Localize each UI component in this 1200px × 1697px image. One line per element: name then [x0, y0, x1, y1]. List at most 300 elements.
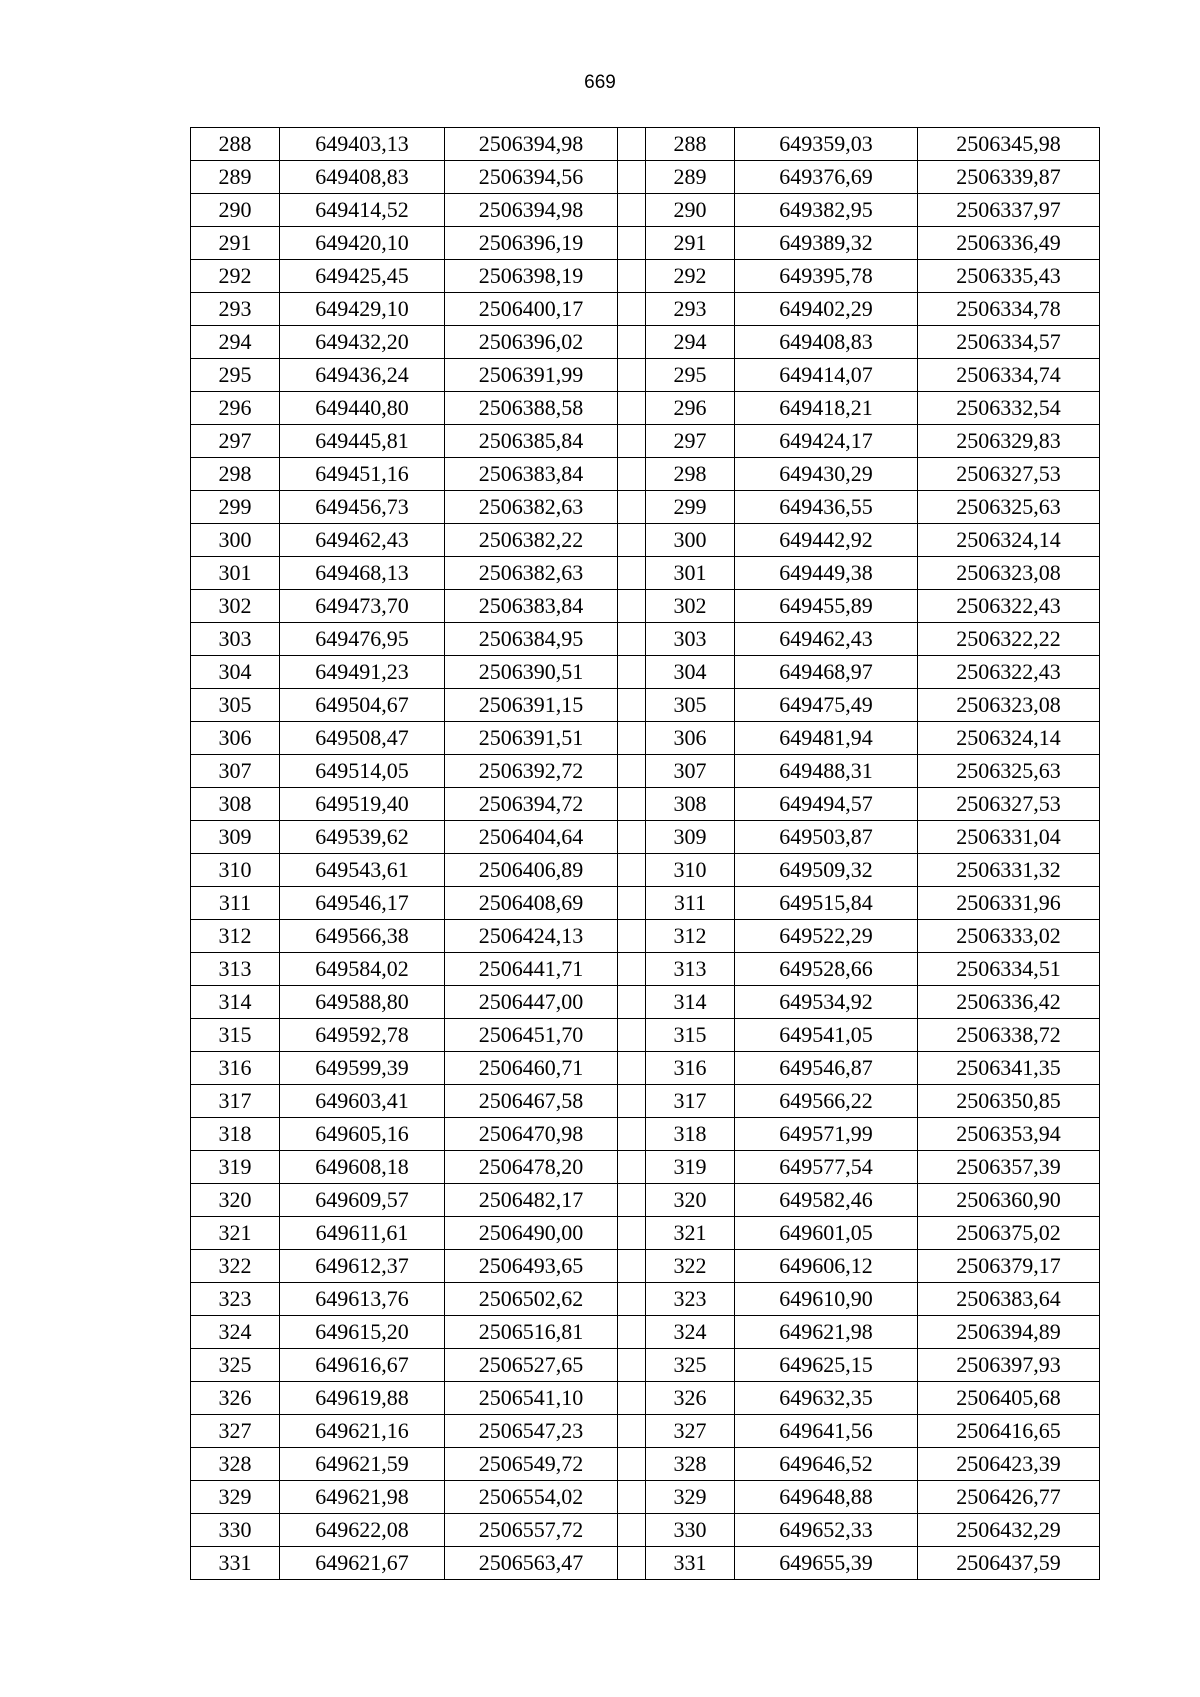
left-point-number-cell: 317: [191, 1085, 280, 1118]
table-row: [191, 161, 1100, 194]
left-point-number-cell: 312: [191, 920, 280, 953]
right-point-number-cell: 313: [646, 953, 735, 986]
table-row: [191, 1514, 1100, 1547]
left-point-number-cell: 325: [191, 1349, 280, 1382]
spacer-cell: [618, 326, 646, 359]
right-y-coordinate-cell: 2506331,96: [918, 887, 1100, 920]
right-x-coordinate-cell: 649522,29: [735, 920, 918, 953]
left-point-number-cell: 291: [191, 227, 280, 260]
right-point-number-cell: 327: [646, 1415, 735, 1448]
right-x-coordinate-cell: 649509,32: [735, 854, 918, 887]
left-point-number-cell: 302: [191, 590, 280, 623]
right-point-number-cell: 301: [646, 557, 735, 590]
spacer-cell: [618, 722, 646, 755]
table-row: [191, 689, 1100, 722]
right-point-number-cell: 328: [646, 1448, 735, 1481]
coordinates-table-body: [191, 128, 1100, 1580]
right-point-number-cell: 325: [646, 1349, 735, 1382]
spacer-cell: [618, 821, 646, 854]
left-point-number-cell: 296: [191, 392, 280, 425]
right-x-coordinate-cell: 649632,35: [735, 1382, 918, 1415]
right-x-coordinate-cell: 649468,97: [735, 656, 918, 689]
left-point-number-cell: 288: [191, 128, 280, 161]
right-point-number-cell: 308: [646, 788, 735, 821]
spacer-cell: [618, 359, 646, 392]
right-x-coordinate-cell: 649408,83: [735, 326, 918, 359]
left-y-coordinate-cell: 2506398,19: [445, 260, 618, 293]
table-row: [191, 392, 1100, 425]
right-y-coordinate-cell: 2506353,94: [918, 1118, 1100, 1151]
left-y-coordinate-cell: 2506490,00: [445, 1217, 618, 1250]
left-x-coordinate-cell: 649616,67: [280, 1349, 445, 1382]
left-y-coordinate-cell: 2506554,02: [445, 1481, 618, 1514]
table-row: [191, 458, 1100, 491]
right-y-coordinate-cell: 2506332,54: [918, 392, 1100, 425]
right-x-coordinate-cell: 649382,95: [735, 194, 918, 227]
right-x-coordinate-cell: 649652,33: [735, 1514, 918, 1547]
left-y-coordinate-cell: 2506441,71: [445, 953, 618, 986]
left-y-coordinate-cell: 2506549,72: [445, 1448, 618, 1481]
left-point-number-cell: 290: [191, 194, 280, 227]
left-y-coordinate-cell: 2506394,72: [445, 788, 618, 821]
left-point-number-cell: 318: [191, 1118, 280, 1151]
spacer-cell: [618, 590, 646, 623]
spacer-cell: [618, 524, 646, 557]
left-x-coordinate-cell: 649599,39: [280, 1052, 445, 1085]
spacer-cell: [618, 1547, 646, 1580]
left-point-number-cell: 316: [191, 1052, 280, 1085]
right-y-coordinate-cell: 2506416,65: [918, 1415, 1100, 1448]
left-y-coordinate-cell: 2506384,95: [445, 623, 618, 656]
left-y-coordinate-cell: 2506541,10: [445, 1382, 618, 1415]
table-row: [191, 623, 1100, 656]
right-y-coordinate-cell: 2506360,90: [918, 1184, 1100, 1217]
spacer-cell: [618, 887, 646, 920]
left-point-number-cell: 304: [191, 656, 280, 689]
left-y-coordinate-cell: 2506394,56: [445, 161, 618, 194]
left-y-coordinate-cell: 2506390,51: [445, 656, 618, 689]
right-y-coordinate-cell: 2506423,39: [918, 1448, 1100, 1481]
spacer-cell: [618, 1052, 646, 1085]
right-y-coordinate-cell: 2506357,39: [918, 1151, 1100, 1184]
left-x-coordinate-cell: 649605,16: [280, 1118, 445, 1151]
right-point-number-cell: 309: [646, 821, 735, 854]
left-point-number-cell: 310: [191, 854, 280, 887]
spacer-cell: [618, 788, 646, 821]
left-x-coordinate-cell: 649622,08: [280, 1514, 445, 1547]
left-y-coordinate-cell: 2506392,72: [445, 755, 618, 788]
right-point-number-cell: 321: [646, 1217, 735, 1250]
left-y-coordinate-cell: 2506404,64: [445, 821, 618, 854]
table-row: [191, 227, 1100, 260]
left-point-number-cell: 331: [191, 1547, 280, 1580]
right-y-coordinate-cell: 2506339,87: [918, 161, 1100, 194]
right-y-coordinate-cell: 2506324,14: [918, 722, 1100, 755]
right-x-coordinate-cell: 649655,39: [735, 1547, 918, 1580]
table-row: [191, 953, 1100, 986]
left-point-number-cell: 327: [191, 1415, 280, 1448]
right-point-number-cell: 298: [646, 458, 735, 491]
right-x-coordinate-cell: 649606,12: [735, 1250, 918, 1283]
left-point-number-cell: 326: [191, 1382, 280, 1415]
right-y-coordinate-cell: 2506350,85: [918, 1085, 1100, 1118]
right-y-coordinate-cell: 2506426,77: [918, 1481, 1100, 1514]
right-x-coordinate-cell: 649494,57: [735, 788, 918, 821]
left-point-number-cell: 324: [191, 1316, 280, 1349]
table-row: [191, 1448, 1100, 1481]
right-y-coordinate-cell: 2506325,63: [918, 491, 1100, 524]
left-y-coordinate-cell: 2506557,72: [445, 1514, 618, 1547]
right-x-coordinate-cell: 649442,92: [735, 524, 918, 557]
right-x-coordinate-cell: 649546,87: [735, 1052, 918, 1085]
left-y-coordinate-cell: 2506478,20: [445, 1151, 618, 1184]
left-x-coordinate-cell: 649462,43: [280, 524, 445, 557]
left-y-coordinate-cell: 2506460,71: [445, 1052, 618, 1085]
left-point-number-cell: 319: [191, 1151, 280, 1184]
right-point-number-cell: 292: [646, 260, 735, 293]
right-point-number-cell: 290: [646, 194, 735, 227]
left-y-coordinate-cell: 2506394,98: [445, 128, 618, 161]
right-y-coordinate-cell: 2506345,98: [918, 128, 1100, 161]
table-row: [191, 1316, 1100, 1349]
spacer-cell: [618, 1514, 646, 1547]
right-point-number-cell: 303: [646, 623, 735, 656]
right-point-number-cell: 295: [646, 359, 735, 392]
left-y-coordinate-cell: 2506482,17: [445, 1184, 618, 1217]
right-x-coordinate-cell: 649462,43: [735, 623, 918, 656]
spacer-cell: [618, 1184, 646, 1217]
right-x-coordinate-cell: 649646,52: [735, 1448, 918, 1481]
right-y-coordinate-cell: 2506323,08: [918, 689, 1100, 722]
left-x-coordinate-cell: 649445,81: [280, 425, 445, 458]
right-point-number-cell: 312: [646, 920, 735, 953]
right-y-coordinate-cell: 2506327,53: [918, 458, 1100, 491]
left-y-coordinate-cell: 2506502,62: [445, 1283, 618, 1316]
right-point-number-cell: 291: [646, 227, 735, 260]
left-x-coordinate-cell: 649546,17: [280, 887, 445, 920]
right-y-coordinate-cell: 2506397,93: [918, 1349, 1100, 1382]
left-y-coordinate-cell: 2506391,99: [445, 359, 618, 392]
table-row: [191, 194, 1100, 227]
left-y-coordinate-cell: 2506406,89: [445, 854, 618, 887]
table-row: [191, 326, 1100, 359]
right-x-coordinate-cell: 649541,05: [735, 1019, 918, 1052]
table-row: [191, 293, 1100, 326]
right-x-coordinate-cell: 649534,92: [735, 986, 918, 1019]
right-x-coordinate-cell: 649418,21: [735, 392, 918, 425]
right-point-number-cell: 316: [646, 1052, 735, 1085]
left-point-number-cell: 311: [191, 887, 280, 920]
right-point-number-cell: 318: [646, 1118, 735, 1151]
left-point-number-cell: 301: [191, 557, 280, 590]
right-y-coordinate-cell: 2506375,02: [918, 1217, 1100, 1250]
right-point-number-cell: 326: [646, 1382, 735, 1415]
table-row: [191, 986, 1100, 1019]
right-point-number-cell: 289: [646, 161, 735, 194]
left-point-number-cell: 306: [191, 722, 280, 755]
right-point-number-cell: 322: [646, 1250, 735, 1283]
left-point-number-cell: 293: [191, 293, 280, 326]
spacer-cell: [618, 491, 646, 524]
spacer-cell: [618, 854, 646, 887]
spacer-cell: [618, 1085, 646, 1118]
right-x-coordinate-cell: 649436,55: [735, 491, 918, 524]
spacer-cell: [618, 1250, 646, 1283]
left-x-coordinate-cell: 649621,98: [280, 1481, 445, 1514]
right-x-coordinate-cell: 649625,15: [735, 1349, 918, 1382]
left-point-number-cell: 305: [191, 689, 280, 722]
right-x-coordinate-cell: 649395,78: [735, 260, 918, 293]
left-y-coordinate-cell: 2506451,70: [445, 1019, 618, 1052]
left-point-number-cell: 292: [191, 260, 280, 293]
left-x-coordinate-cell: 649408,83: [280, 161, 445, 194]
left-x-coordinate-cell: 649543,61: [280, 854, 445, 887]
left-x-coordinate-cell: 649468,13: [280, 557, 445, 590]
right-x-coordinate-cell: 649621,98: [735, 1316, 918, 1349]
right-point-number-cell: 288: [646, 128, 735, 161]
spacer-cell: [618, 392, 646, 425]
right-y-coordinate-cell: 2506437,59: [918, 1547, 1100, 1580]
spacer-cell: [618, 755, 646, 788]
left-y-coordinate-cell: 2506447,00: [445, 986, 618, 1019]
right-x-coordinate-cell: 649566,22: [735, 1085, 918, 1118]
right-y-coordinate-cell: 2506336,42: [918, 986, 1100, 1019]
left-y-coordinate-cell: 2506516,81: [445, 1316, 618, 1349]
left-point-number-cell: 322: [191, 1250, 280, 1283]
right-point-number-cell: 324: [646, 1316, 735, 1349]
left-x-coordinate-cell: 649414,52: [280, 194, 445, 227]
left-point-number-cell: 299: [191, 491, 280, 524]
right-y-coordinate-cell: 2506432,29: [918, 1514, 1100, 1547]
right-y-coordinate-cell: 2506325,63: [918, 755, 1100, 788]
spacer-cell: [618, 161, 646, 194]
right-point-number-cell: 314: [646, 986, 735, 1019]
left-x-coordinate-cell: 649611,61: [280, 1217, 445, 1250]
left-x-coordinate-cell: 649473,70: [280, 590, 445, 623]
right-x-coordinate-cell: 649430,29: [735, 458, 918, 491]
left-y-coordinate-cell: 2506424,13: [445, 920, 618, 953]
left-y-coordinate-cell: 2506547,23: [445, 1415, 618, 1448]
table-row: [191, 1250, 1100, 1283]
left-x-coordinate-cell: 649451,16: [280, 458, 445, 491]
left-x-coordinate-cell: 649514,05: [280, 755, 445, 788]
right-y-coordinate-cell: 2506329,83: [918, 425, 1100, 458]
right-x-coordinate-cell: 649389,32: [735, 227, 918, 260]
right-x-coordinate-cell: 649641,56: [735, 1415, 918, 1448]
left-x-coordinate-cell: 649476,95: [280, 623, 445, 656]
right-point-number-cell: 323: [646, 1283, 735, 1316]
right-point-number-cell: 297: [646, 425, 735, 458]
right-x-coordinate-cell: 649503,87: [735, 821, 918, 854]
table-row: [191, 821, 1100, 854]
left-y-coordinate-cell: 2506382,63: [445, 491, 618, 524]
left-point-number-cell: 303: [191, 623, 280, 656]
right-x-coordinate-cell: 649455,89: [735, 590, 918, 623]
left-x-coordinate-cell: 649566,38: [280, 920, 445, 953]
right-y-coordinate-cell: 2506334,57: [918, 326, 1100, 359]
right-y-coordinate-cell: 2506327,53: [918, 788, 1100, 821]
right-point-number-cell: 300: [646, 524, 735, 557]
table-row: [191, 722, 1100, 755]
left-x-coordinate-cell: 649491,23: [280, 656, 445, 689]
right-point-number-cell: 315: [646, 1019, 735, 1052]
right-y-coordinate-cell: 2506322,22: [918, 623, 1100, 656]
left-x-coordinate-cell: 649613,76: [280, 1283, 445, 1316]
left-y-coordinate-cell: 2506383,84: [445, 458, 618, 491]
left-x-coordinate-cell: 649456,73: [280, 491, 445, 524]
spacer-cell: [618, 458, 646, 491]
table-row: [191, 1415, 1100, 1448]
spacer-cell: [618, 1382, 646, 1415]
left-x-coordinate-cell: 649615,20: [280, 1316, 445, 1349]
spacer-cell: [618, 1448, 646, 1481]
left-x-coordinate-cell: 649621,67: [280, 1547, 445, 1580]
left-x-coordinate-cell: 649436,24: [280, 359, 445, 392]
page-number: 669: [584, 72, 616, 93]
left-y-coordinate-cell: 2506382,63: [445, 557, 618, 590]
right-y-coordinate-cell: 2506341,35: [918, 1052, 1100, 1085]
right-y-coordinate-cell: 2506324,14: [918, 524, 1100, 557]
table-row: [191, 1481, 1100, 1514]
table-row: [191, 524, 1100, 557]
spacer-cell: [618, 227, 646, 260]
right-point-number-cell: 317: [646, 1085, 735, 1118]
right-point-number-cell: 331: [646, 1547, 735, 1580]
spacer-cell: [618, 656, 646, 689]
left-x-coordinate-cell: 649403,13: [280, 128, 445, 161]
right-x-coordinate-cell: 649577,54: [735, 1151, 918, 1184]
left-point-number-cell: 307: [191, 755, 280, 788]
spacer-cell: [618, 1415, 646, 1448]
table-row: [191, 1085, 1100, 1118]
right-y-coordinate-cell: 2506383,64: [918, 1283, 1100, 1316]
table-row: [191, 590, 1100, 623]
left-point-number-cell: 315: [191, 1019, 280, 1052]
left-x-coordinate-cell: 649425,45: [280, 260, 445, 293]
left-x-coordinate-cell: 649508,47: [280, 722, 445, 755]
right-point-number-cell: 320: [646, 1184, 735, 1217]
table-row: [191, 887, 1100, 920]
spacer-cell: [618, 1217, 646, 1250]
left-x-coordinate-cell: 649592,78: [280, 1019, 445, 1052]
spacer-cell: [618, 953, 646, 986]
table-row: [191, 1118, 1100, 1151]
right-x-coordinate-cell: 649648,88: [735, 1481, 918, 1514]
table-row: [191, 128, 1100, 161]
right-y-coordinate-cell: 2506333,02: [918, 920, 1100, 953]
spacer-cell: [618, 557, 646, 590]
table-row: [191, 788, 1100, 821]
left-point-number-cell: 320: [191, 1184, 280, 1217]
right-point-number-cell: 330: [646, 1514, 735, 1547]
right-point-number-cell: 319: [646, 1151, 735, 1184]
table-row: [191, 1547, 1100, 1580]
right-x-coordinate-cell: 649528,66: [735, 953, 918, 986]
left-y-coordinate-cell: 2506400,17: [445, 293, 618, 326]
right-y-coordinate-cell: 2506338,72: [918, 1019, 1100, 1052]
spacer-cell: [618, 1118, 646, 1151]
right-point-number-cell: 299: [646, 491, 735, 524]
left-y-coordinate-cell: 2506388,58: [445, 392, 618, 425]
left-point-number-cell: 328: [191, 1448, 280, 1481]
spacer-cell: [618, 128, 646, 161]
table-row: [191, 557, 1100, 590]
table-row: [191, 1382, 1100, 1415]
left-y-coordinate-cell: 2506396,19: [445, 227, 618, 260]
table-row: [191, 491, 1100, 524]
right-point-number-cell: 310: [646, 854, 735, 887]
left-x-coordinate-cell: 649584,02: [280, 953, 445, 986]
spacer-cell: [618, 689, 646, 722]
right-x-coordinate-cell: 649601,05: [735, 1217, 918, 1250]
right-x-coordinate-cell: 649481,94: [735, 722, 918, 755]
table-row: [191, 1184, 1100, 1217]
spacer-cell: [618, 293, 646, 326]
left-point-number-cell: 294: [191, 326, 280, 359]
right-point-number-cell: 306: [646, 722, 735, 755]
right-y-coordinate-cell: 2506323,08: [918, 557, 1100, 590]
left-x-coordinate-cell: 649440,80: [280, 392, 445, 425]
right-point-number-cell: 305: [646, 689, 735, 722]
table-row: [191, 1019, 1100, 1052]
right-y-coordinate-cell: 2506334,74: [918, 359, 1100, 392]
left-y-coordinate-cell: 2506394,98: [445, 194, 618, 227]
left-y-coordinate-cell: 2506396,02: [445, 326, 618, 359]
table-row: [191, 920, 1100, 953]
left-x-coordinate-cell: 649504,67: [280, 689, 445, 722]
spacer-cell: [618, 1481, 646, 1514]
table-row: [191, 656, 1100, 689]
left-y-coordinate-cell: 2506383,84: [445, 590, 618, 623]
left-point-number-cell: 289: [191, 161, 280, 194]
right-point-number-cell: 296: [646, 392, 735, 425]
spacer-cell: [618, 1283, 646, 1316]
left-x-coordinate-cell: 649519,40: [280, 788, 445, 821]
left-point-number-cell: 313: [191, 953, 280, 986]
left-x-coordinate-cell: 649420,10: [280, 227, 445, 260]
spacer-cell: [618, 1151, 646, 1184]
right-y-coordinate-cell: 2506334,78: [918, 293, 1100, 326]
table-row: [191, 260, 1100, 293]
left-y-coordinate-cell: 2506382,22: [445, 524, 618, 557]
right-point-number-cell: 329: [646, 1481, 735, 1514]
spacer-cell: [618, 1349, 646, 1382]
left-x-coordinate-cell: 649588,80: [280, 986, 445, 1019]
right-x-coordinate-cell: 649414,07: [735, 359, 918, 392]
table-row: [191, 1052, 1100, 1085]
right-x-coordinate-cell: 649424,17: [735, 425, 918, 458]
spacer-cell: [618, 1316, 646, 1349]
left-y-coordinate-cell: 2506385,84: [445, 425, 618, 458]
right-point-number-cell: 311: [646, 887, 735, 920]
spacer-cell: [618, 1019, 646, 1052]
table-row: [191, 359, 1100, 392]
spacer-cell: [618, 920, 646, 953]
table-row: [191, 854, 1100, 887]
left-x-coordinate-cell: 649619,88: [280, 1382, 445, 1415]
right-x-coordinate-cell: 649376,69: [735, 161, 918, 194]
right-point-number-cell: 304: [646, 656, 735, 689]
left-point-number-cell: 323: [191, 1283, 280, 1316]
left-point-number-cell: 308: [191, 788, 280, 821]
right-x-coordinate-cell: 649515,84: [735, 887, 918, 920]
spacer-cell: [618, 194, 646, 227]
left-y-coordinate-cell: 2506408,69: [445, 887, 618, 920]
right-point-number-cell: 302: [646, 590, 735, 623]
right-y-coordinate-cell: 2506336,49: [918, 227, 1100, 260]
right-x-coordinate-cell: 649359,03: [735, 128, 918, 161]
right-y-coordinate-cell: 2506331,04: [918, 821, 1100, 854]
